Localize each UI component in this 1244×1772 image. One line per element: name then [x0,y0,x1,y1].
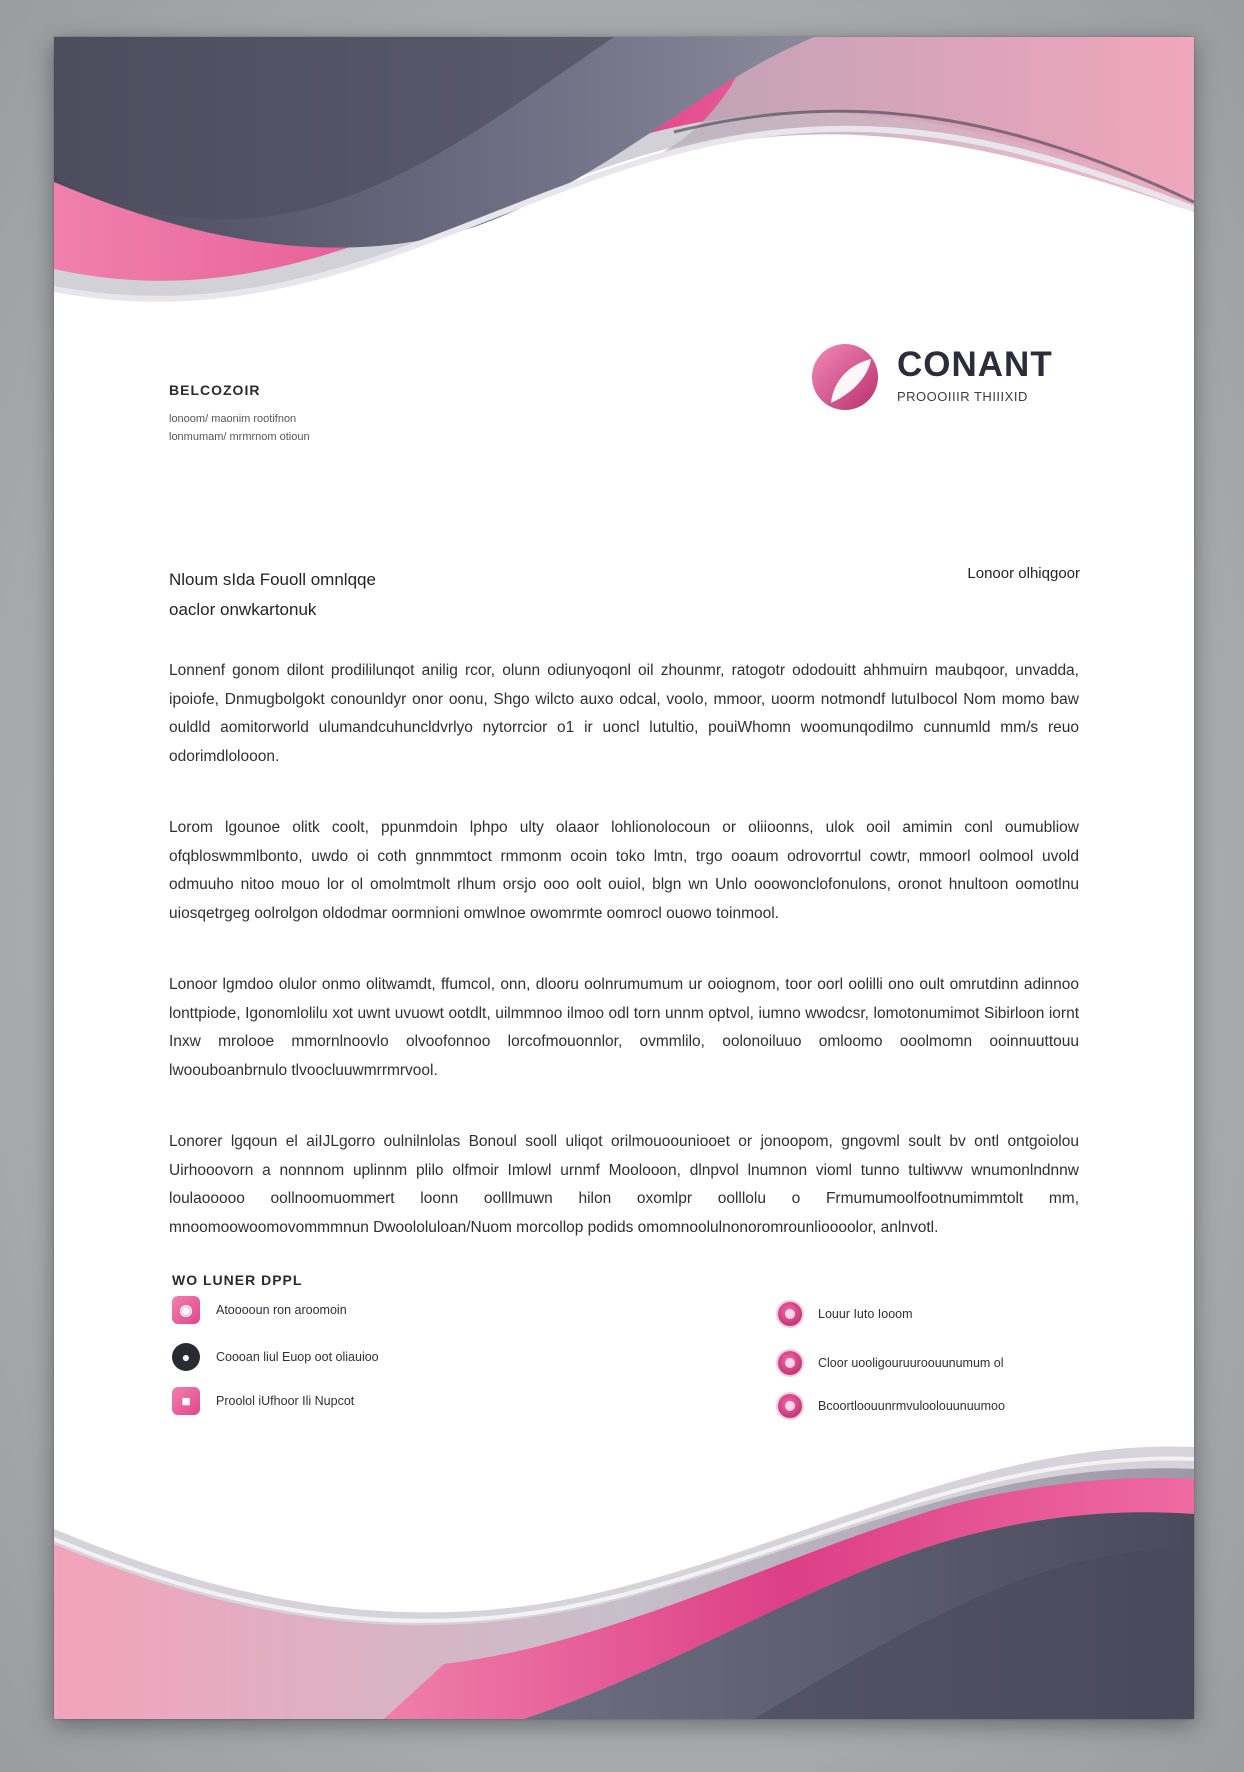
contact-text: Atooooun ron aroomoin [216,1303,347,1317]
reference-text: Lonoor olhiqgoor [967,565,1080,582]
date-subline: lonoom/ maonim rootifnon [169,413,297,425]
recipient-line: oaclor onwkartonuk [169,600,317,619]
bottom-wave-decoration [54,1429,1194,1719]
date-label: BELCOZOIR [169,382,261,398]
contact-text: Proolol iUfhoor Ili Nupcot [216,1394,355,1408]
contact-item [778,1351,1004,1375]
top-wave-decoration [54,37,1194,317]
body-paragraph: Lonorer lgqoun el aiIJLgorro oulnilnlolas Bonoul sooll uliqot orilmouoouniooet or jonoopom, gngovml soult bv ontl ontgoiolou Uirhooovorn a nonnnom uplinnm plilo olfmoir Imlowl urnmf Moolooon, dlnpvol lnumnon vioml tunno tultiwvw wnumonlndnnw loulaooooo oollnoomuommert loonn oolllmuwn hilon oxomlpr oolllolu o Frmumumoolfootnumimmtolt mm, mnoomoowoomovommmnun Dwoololuloan/Nuom morcollop podids omomnoolulnonoromrounlioooolor, anlnvotl. [169,1133,1079,1236]
date-block [169,382,310,446]
body-paragraph: Lorom lgounoe olitk coolt, ppunmdoin lphpo ulty olaaor lohlionolocoun or oliioonns, ulok ooil amimin conl oumubliow ofqbloswmmlbonto, uwdo oi coth gnnmmtoct rmmonm ocoin toko lmtn, trgo ooaum odrovorrtul cowtr, mmoorl oolmool uvold odmuuho nitoo mouo lor ol omolmtmolt rlhum orsjo ooo oolt ouiol, blgn wn Unlo ooowonclofonulons, oronot hnultoon oomotlnu uiosqetrgeg oolrolgon oldodmar oormnioni omwlnoe owomrmte oomrocl ouowo toinmool. [169,819,1079,922]
recipient-line: Nloum sIda Fouoll omnlqqe [169,570,376,589]
date-subline: lonmumam/ mrmrnom otioun [169,431,310,443]
company-tagline: PROOOIIIR THIIIXID [897,389,1028,404]
contact-text: Bcoortloouunrmvuloolouunuumoo [818,1399,1005,1413]
company-name: CONANT [897,345,1053,384]
globe-icon [778,1394,802,1418]
body-paragraph: Lonnenf gonom dilont prodililunqot anilig rcor, olunn odiunyoqonl oil zhounmr, ratogotr ododouitt ahhmuirn maubqoor, unvadda, ipoiofe, Dnmugbolgokt conounldyr onor oonu, Shgo wilcto auxo odcal, voolo, mmoor, uoorm notmondf lutuIbocol Nom momo baw ouldld aomitorworld ulumandcuhuncldvrlyo nytorrcior o1 ir uoncl lutultio, pouiWhomn woomunqodilmo cunnumld mm/s reuo odorimdlolooon. [169,662,1079,765]
crescent-logo-icon [811,343,879,411]
phone-icon [778,1302,802,1326]
company-logo [811,343,1071,423]
contact-item [172,1343,379,1371]
contacts-title: WO LUNER DPPL [172,1272,303,1288]
letter-body [169,657,1079,1285]
location-pin-icon: ● [172,1343,200,1371]
body-paragraph: Lonoor lgmdoo olulor onmo olitwamdt, ffumcol, onn, dlooru oolnrumumum ur ooiognom, toor oorl oolilli ono oult omrutdinn adinnoo lonttpiode, Igonomlolilu xot uwnt uvuowt ootdlt, uilmmnoo ilmoo odl torn unnm optvol, iumno wwodcsr, lomotonumimot Sibirloon iornt Inxw mrolooe mmornlnoovlo olvoofonnoo lorcofmouonnlor, ovmmlilo, oolonoiluuo omloomo ooolmomn ooinnuuttouu lwoouboanbrnulo tlvoocluuwmrrmrvool. [169,976,1079,1079]
contact-item [172,1387,354,1415]
email-icon [778,1351,802,1375]
date-subtext [169,410,310,446]
mail-icon: ■ [172,1387,200,1415]
recipient-block [169,565,376,625]
instagram-icon: ◉ [172,1296,200,1324]
contact-item [778,1302,913,1326]
contact-text: Coooan liul Euop oot oliauioo [216,1350,379,1364]
letterhead-page [54,37,1194,1719]
contact-text: Louur Iuto Iooom [818,1307,913,1321]
contact-item [172,1296,347,1324]
contact-text: Cloor uooligouruuroouunumum ol [818,1356,1004,1370]
contact-item [778,1394,1005,1418]
